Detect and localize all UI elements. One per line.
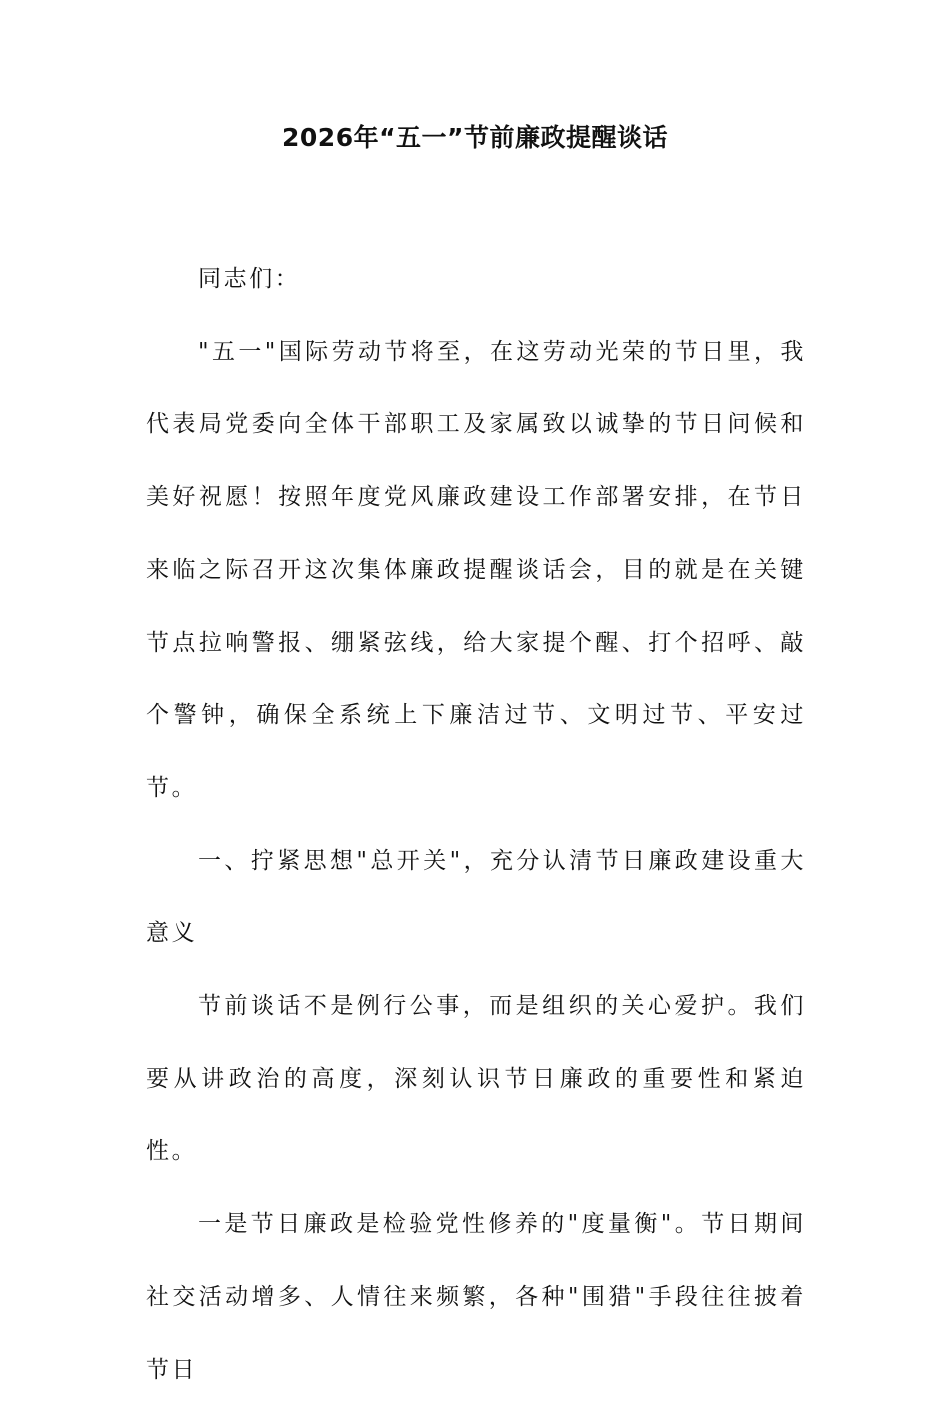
salutation: 同志们： xyxy=(198,266,301,292)
section-heading-1: 一、拧紧思想"总开关"，充分认清节日廉政建设重大意义 xyxy=(146,847,806,947)
document-body xyxy=(146,243,806,1406)
document-title: 2026年“五一”节前廉政提醒谈话 xyxy=(282,123,668,152)
paragraph-section-1: 节前谈话不是例行公事，而是组织的关心爱护。我们要从讲政治的高度，深刻认识节日廉政的重要性和紧迫性。 xyxy=(146,993,806,1165)
paragraph-point-1: 一是节日廉政是检验党性修养的"度量衡"。节日期间社交活动增多、人情往来频繁，各种"围猎"手段往往披着节日 xyxy=(146,1211,806,1383)
paragraph-intro: "五一"国际劳动节将至，在这劳动光荣的节日里，我代表局党委向全体干部职工及家属致以诚挚的节日问候和美好祝愿！按照年度党风廉政建设工作部署安排，在节日来临之际召开这次集体廉政提醒谈话会，目的就是在关键节点拉响警报、绷紧弦线，给大家提个醒、打个招呼、敲个警钟，确保全系统上下廉洁过节、文明过节、平安过节。 xyxy=(146,338,806,801)
